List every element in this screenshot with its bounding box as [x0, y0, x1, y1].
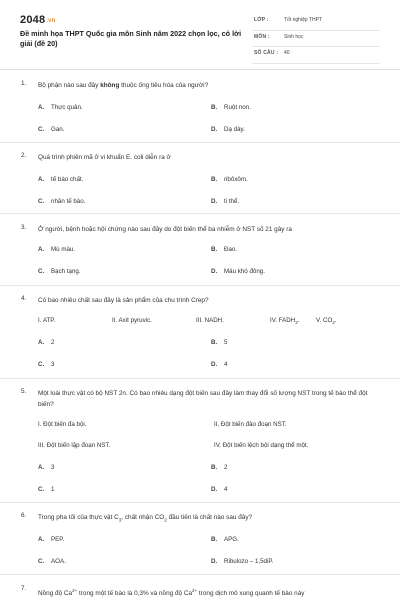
option-text: Bạch tạng.: [51, 268, 81, 275]
option-text: nhân tế bào.: [51, 198, 86, 205]
question-number: 5.: [21, 388, 27, 395]
option-letter: D.: [211, 558, 218, 565]
question-text: Ở người, bệnh hoặc hội chứng nào sau đây do đột biến thể ba nhiễm ở NST số 21 gây ra: [38, 226, 292, 233]
question-text-part: Trong pha tối của thực vật C: [38, 514, 119, 521]
option-a[interactable]: [38, 536, 64, 543]
option-text: Dạ dày.: [224, 126, 245, 133]
statement-item: I. Đột biến đa bội.: [38, 421, 87, 428]
option-c[interactable]: [38, 126, 64, 133]
statement-item: III. Đột biến lặp đoạn NST.: [38, 442, 111, 449]
subscript: 2: [164, 517, 167, 523]
question-divider: [0, 502, 400, 503]
question-text-part: đầu tiên là chất nào sau đây?: [166, 514, 253, 521]
logo-suffix: .vn: [46, 18, 56, 24]
option-letter: B.: [211, 246, 218, 253]
option-a[interactable]: [38, 246, 75, 253]
question-divider: [0, 378, 400, 379]
option-letter: A.: [38, 246, 45, 253]
meta-row-subject: [252, 31, 380, 48]
question-number: 7.: [21, 585, 27, 592]
question-text: [38, 512, 383, 525]
question-text: [38, 585, 383, 599]
question-number: 6.: [21, 512, 27, 519]
option-text: PEP.: [51, 536, 65, 543]
header: [0, 0, 400, 70]
question-text-emphasis: không: [100, 82, 120, 89]
question-divider: [0, 285, 400, 286]
option-d[interactable]: [211, 198, 239, 205]
option-d[interactable]: [211, 558, 273, 565]
statement-text: IV. FADH: [270, 317, 296, 324]
option-letter: A.: [38, 176, 45, 183]
question-text-part: Nồng độ Ca: [38, 590, 73, 598]
option-b[interactable]: [211, 464, 227, 471]
option-b[interactable]: [211, 104, 251, 111]
option-d[interactable]: [211, 126, 245, 133]
question-text-part: thuộc ống tiêu hóa của người?: [119, 82, 209, 89]
statement-item: [316, 317, 337, 325]
option-text: Ruột non.: [224, 104, 251, 111]
option-text: Đao.: [224, 246, 238, 253]
option-letter: C.: [38, 268, 45, 275]
option-text: Gan.: [51, 126, 65, 133]
option-a[interactable]: [38, 176, 83, 183]
option-letter: D.: [211, 486, 218, 493]
question-number: 2.: [21, 152, 27, 159]
statement-item: I. ATP.: [38, 317, 56, 324]
option-text: tế bào chất.: [51, 176, 84, 183]
option-letter: C.: [38, 558, 45, 565]
question-text-part: trong dịch mô xung quanh tế bào này: [197, 590, 305, 598]
question-divider: [0, 142, 400, 143]
option-text: 4: [224, 486, 228, 493]
option-letter: A.: [38, 104, 45, 111]
option-b[interactable]: [211, 536, 239, 543]
subscript: 3: [118, 517, 122, 523]
option-text: 4: [224, 361, 228, 368]
option-letter: A.: [38, 339, 45, 346]
question-text: Có bao nhiêu chất sau đây là sản phẩm của chu trình Crep?: [38, 297, 209, 304]
question-number: 3.: [21, 224, 27, 231]
option-text: APG.: [224, 536, 239, 543]
option-letter: C.: [38, 486, 45, 493]
statement-item: II. Đột biến đảo đoạn NST.: [214, 421, 287, 428]
statement-item: II. Axit pyruvic.: [112, 317, 152, 324]
meta-key: MÔN :: [254, 33, 270, 40]
question-divider: [0, 574, 400, 575]
option-a[interactable]: [38, 339, 54, 346]
question-text-part: Bộ phận nào sau đây: [38, 82, 101, 89]
option-b[interactable]: [211, 176, 248, 183]
site-logo[interactable]: [20, 14, 56, 26]
option-text: 2: [224, 464, 228, 471]
option-d[interactable]: [211, 268, 265, 275]
option-letter: A.: [38, 464, 45, 471]
superscript: 2+: [72, 588, 78, 593]
superscript: 2+: [192, 588, 198, 593]
meta-value: Sinh học: [284, 33, 304, 40]
option-c[interactable]: [38, 486, 54, 493]
option-text: 3: [51, 464, 55, 471]
question-number: 1.: [21, 80, 27, 87]
option-b[interactable]: [211, 339, 227, 346]
option-c[interactable]: [38, 198, 85, 205]
question-text: [38, 80, 383, 91]
option-letter: C.: [38, 361, 45, 368]
option-letter: B.: [211, 339, 218, 346]
option-letter: D.: [211, 268, 218, 275]
meta-row-count: [252, 47, 380, 64]
statement-item: IV. Đột biến lệch bội dạng thể một.: [214, 442, 309, 449]
meta-key: SỐ CÂU :: [254, 50, 279, 56]
option-letter: B.: [211, 176, 218, 183]
option-a[interactable]: [38, 464, 54, 471]
statement-text: .: [297, 317, 300, 324]
meta-key: LỚP :: [254, 17, 269, 23]
option-letter: C.: [38, 126, 45, 133]
option-text: 5: [224, 339, 228, 346]
option-letter: D.: [211, 361, 218, 368]
option-text: AOA.: [51, 558, 66, 565]
header-divider: [0, 69, 400, 70]
option-letter: C.: [38, 198, 45, 205]
option-letter: A.: [38, 536, 45, 543]
option-text: Mù màu.: [51, 246, 76, 253]
statement-item: [270, 317, 299, 325]
statement-text: .: [334, 317, 337, 324]
option-c[interactable]: [38, 361, 54, 368]
meta-value: Tốt nghiệp THPT: [284, 17, 322, 23]
option-c[interactable]: [38, 558, 66, 565]
question-text-part: , chất nhận CO: [121, 514, 165, 521]
subscript: 2: [332, 320, 335, 326]
meta-info: [252, 14, 380, 64]
option-text: ti thể.: [224, 198, 240, 205]
option-b[interactable]: [211, 246, 237, 253]
statement-text: V. CO: [316, 317, 333, 324]
option-text: 3: [51, 361, 55, 368]
option-letter: B.: [211, 464, 218, 471]
option-text: Ribulozo – 1,5diP.: [224, 558, 274, 565]
option-d[interactable]: [211, 486, 227, 493]
option-d[interactable]: [211, 361, 227, 368]
option-letter: D.: [211, 126, 218, 133]
question-text: Quá trình phiên mã ở vi khuẩn E. coli diễn ra ở: [38, 154, 171, 161]
question-text: Một loài thực vật có bộ NST 2n. Có bao nhiêu dạng đột biến sau đây làm thay đổi số lượng NST trong tế bào thể đột biến?: [38, 390, 368, 408]
option-text: Máu khó đông.: [224, 268, 265, 275]
meta-row-class: [252, 14, 380, 31]
subscript: 2: [295, 320, 298, 326]
logo-text: 2048: [20, 14, 46, 26]
question-divider: [0, 213, 400, 214]
question-text-part: trong một tế bào là 0,3% và nồng độ Ca: [77, 590, 193, 598]
option-text: ribôxôm.: [224, 176, 248, 183]
option-letter: B.: [211, 104, 218, 111]
page-title: Đề minh họa THPT Quốc gia môn Sinh năm 2022 chọn lọc, có lời giải (đề 20): [20, 29, 242, 48]
option-letter: B.: [211, 536, 218, 543]
meta-value: 40: [284, 50, 290, 56]
option-text: 2: [51, 339, 55, 346]
option-text: 1: [51, 486, 55, 493]
statement-item: III. NADH.: [196, 317, 224, 324]
option-letter: D.: [211, 198, 218, 205]
option-text: Thực quản.: [51, 104, 83, 111]
option-a[interactable]: [38, 104, 83, 111]
question-number: 4.: [21, 295, 27, 302]
option-c[interactable]: [38, 268, 81, 275]
